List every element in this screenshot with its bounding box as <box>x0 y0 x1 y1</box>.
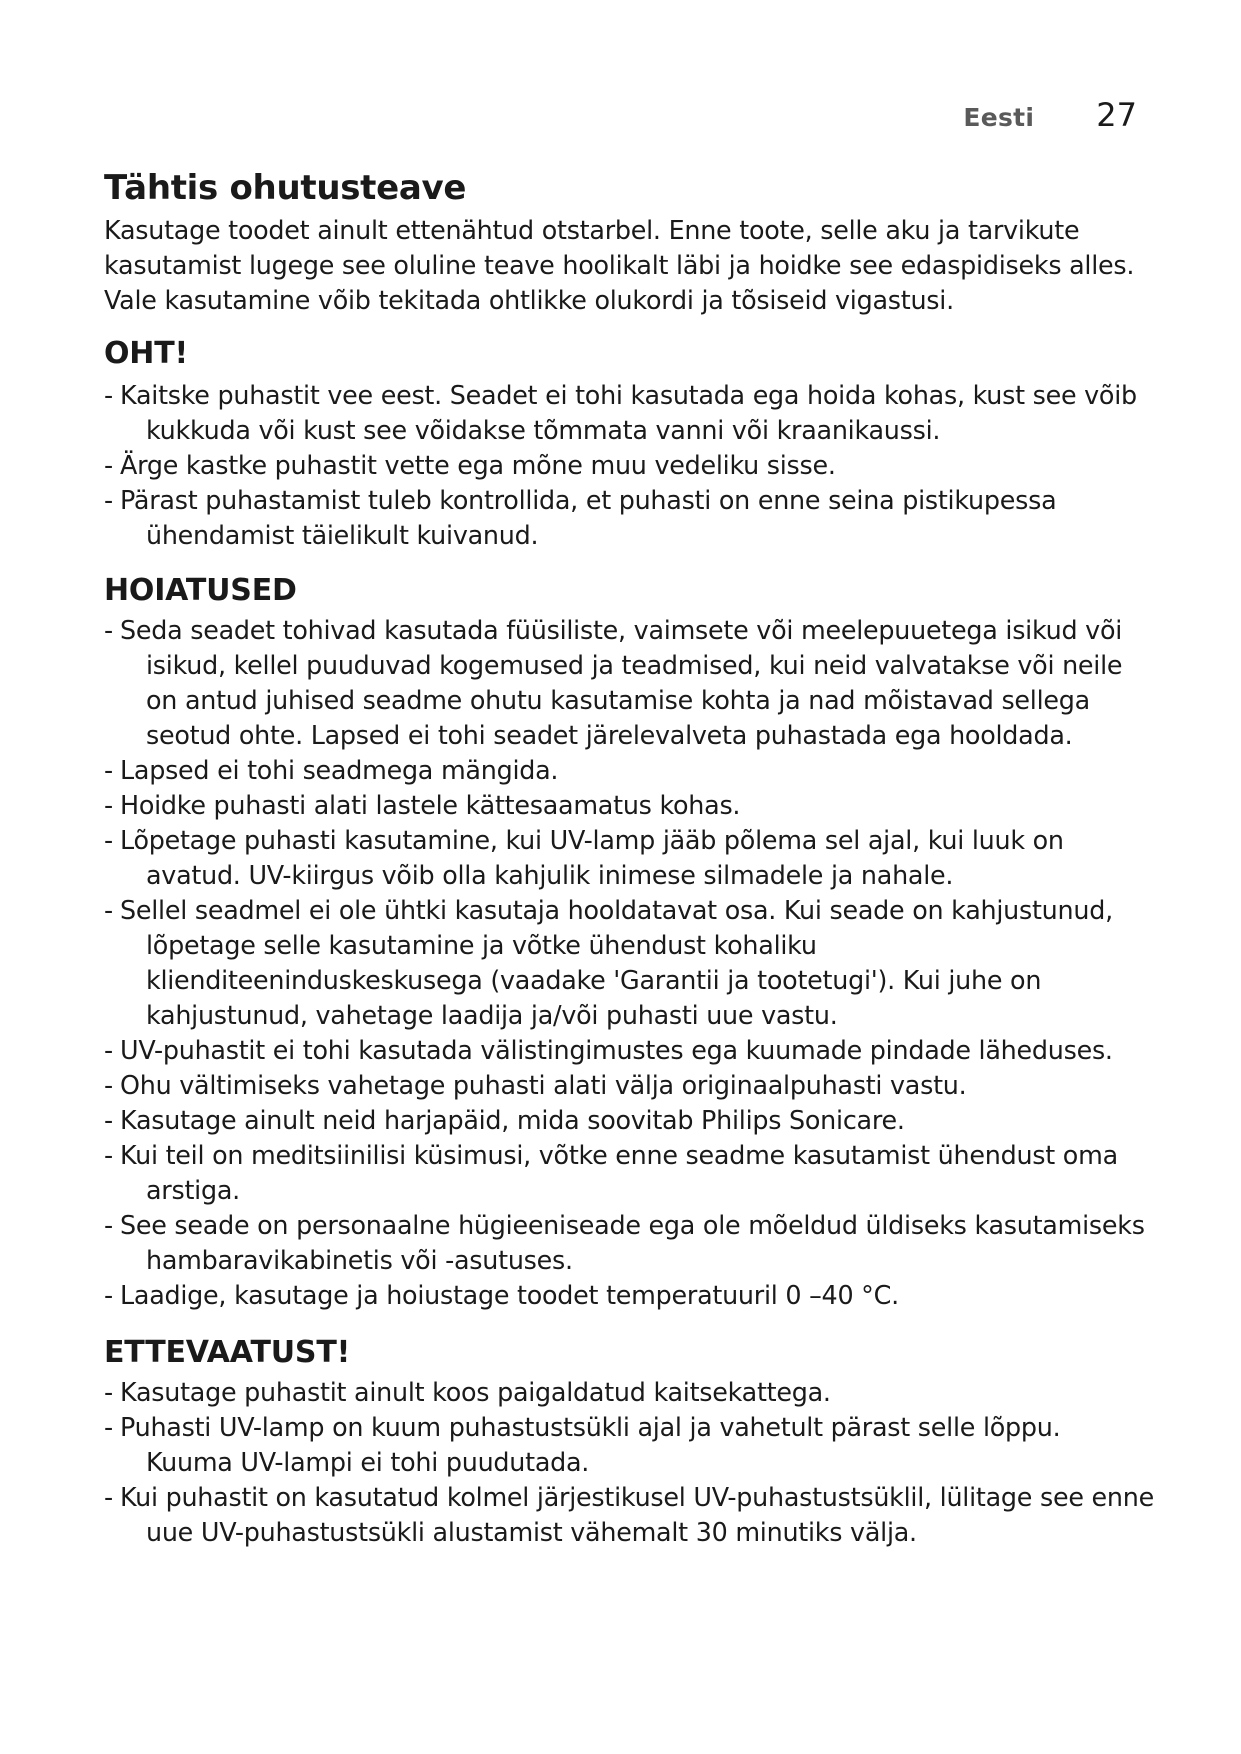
bullet-dash: - <box>104 1140 113 1170</box>
list-item-text: Kasutage puhastit ainult koos paigaldatud kaitsekattega. <box>120 1377 831 1407</box>
bullet-dash: - <box>104 450 113 480</box>
bullet-dash: - <box>104 485 113 515</box>
list-item <box>104 1480 1154 1550</box>
list-item-text: Ohu vältimiseks vahetage puhasti alati välja originaalpuhasti vastu. <box>120 1070 967 1100</box>
list-item-text: Laadige, kasutage ja hoiustage toodet temperatuuril 0 –40 °C. <box>120 1280 899 1310</box>
list-item <box>104 893 1154 1033</box>
list-item <box>104 448 1154 483</box>
bullet-dash: - <box>104 1105 113 1135</box>
section-heading-danger: OHT! <box>104 336 188 371</box>
list-item-text: Kui puhastit on kasutatud kolmel järjestikusel UV-puhastustsüklil, lülitage see enne uue UV-puhastustsükli alustamist vähemalt 30 minutiks välja. <box>120 1482 1154 1547</box>
list-item-text: Sellel seadmel ei ole ühtki kasutaja hooldatavat osa. Kui seade on kahjustunud, lõpetage selle kasutamine ja võtke ühendust kohaliku klienditeeninduskeskusega (vaadake 'Garantii ja tootetugi'). Kui juhe on kahjustunud, vahetage laadija ja/või puhasti uue vastu. <box>120 895 1113 1030</box>
danger-list <box>104 378 1154 553</box>
list-item-text: Kui teil on meditsiinilisi küsimusi, võtke enne seadme kasutamist ühendust oma arstiga. <box>120 1140 1118 1205</box>
caution-list <box>104 1375 1154 1550</box>
bullet-dash: - <box>104 615 113 645</box>
bullet-dash: - <box>104 1210 113 1240</box>
warnings-list <box>104 613 1154 1313</box>
bullet-dash: - <box>104 825 113 855</box>
list-item <box>104 1103 1154 1138</box>
bullet-dash: - <box>104 380 113 410</box>
list-item-text: Hoidke puhasti alati lastele kättesaamatus kohas. <box>120 790 741 820</box>
list-item <box>104 1208 1154 1278</box>
list-item-text: See seade on personaalne hügieeniseade ega ole mõeldud üldiseks kasutamiseks hambaravikabinetis või -asutuses. <box>120 1210 1145 1275</box>
list-item <box>104 753 1154 788</box>
list-item <box>104 1410 1154 1480</box>
list-item <box>104 613 1154 753</box>
list-item <box>104 788 1154 823</box>
document-body <box>104 166 1154 1550</box>
bullet-dash: - <box>104 1482 113 1512</box>
list-item <box>104 1068 1154 1103</box>
page-header <box>963 96 1137 134</box>
bullet-dash: - <box>104 1280 113 1310</box>
section-heading-caution: ETTEVAATUST! <box>104 1335 351 1370</box>
list-item <box>104 378 1154 448</box>
page-title: Tähtis ohutusteave <box>104 168 467 208</box>
list-item-text: Lõpetage puhasti kasutamine, kui UV-lamp jääb põlema sel ajal, kui luuk on avatud. UV-kiirgus võib olla kahjulik inimese silmadele ja nahale. <box>120 825 1064 890</box>
bullet-dash: - <box>104 755 113 785</box>
list-item-text: Ärge kastke puhastit vette ega mõne muu vedeliku sisse. <box>120 450 836 480</box>
bullet-dash: - <box>104 1035 113 1065</box>
list-item-text: Kaitske puhastit vee eest. Seadet ei tohi kasutada ega hoida kohas, kust see võib kukkuda või kust see võidakse tõmmata vanni või kraanikaussi. <box>120 380 1137 445</box>
intro-paragraph: Kasutage toodet ainult ettenähtud otstarbel. Enne toote, selle aku ja tarvikute kasutamist lugege see oluline teave hoolikalt läbi ja hoidke see edaspidiseks alles. Vale kasutamine võib tekitada ohtlikke olukordi ja tõsiseid vigastusi. <box>104 215 1135 315</box>
page-number: 27 <box>1096 96 1137 134</box>
section-heading-warnings: HOIATUSED <box>104 573 297 608</box>
list-item <box>104 483 1154 553</box>
bullet-dash: - <box>104 895 113 925</box>
bullet-dash: - <box>104 790 113 820</box>
list-item <box>104 1138 1154 1208</box>
list-item <box>104 823 1154 893</box>
list-item-text: Seda seadet tohivad kasutada füüsiliste, vaimsete või meelepuuetega isikud või isikud, kellel puuduvad kogemused ja teadmised, kui neid valvatakse või neile on antud juhised seadme ohutu kasutamise kohta ja nad mõistavad sellega seotud ohte. Lapsed ei tohi seadet järelevalveta puhastada ega hooldada. <box>120 615 1123 750</box>
bullet-dash: - <box>104 1412 113 1442</box>
list-item <box>104 1375 1154 1410</box>
language-label: Eesti <box>963 103 1035 132</box>
list-item-text: Lapsed ei tohi seadmega mängida. <box>120 755 559 785</box>
list-item-text: UV-puhastit ei tohi kasutada välistingimustes ega kuumade pindade läheduses. <box>120 1035 1113 1065</box>
list-item <box>104 1278 1154 1313</box>
list-item-text: Puhasti UV-lamp on kuum puhastustsükli ajal ja vahetult pärast selle lõppu. Kuuma UV-lampi ei tohi puudutada. <box>120 1412 1061 1477</box>
list-item-text: Kasutage ainult neid harjapäid, mida soovitab Philips Sonicare. <box>120 1105 905 1135</box>
list-item-text: Pärast puhastamist tuleb kontrollida, et puhasti on enne seina pistikupessa ühendamist täielikult kuivanud. <box>120 485 1057 550</box>
bullet-dash: - <box>104 1070 113 1100</box>
list-item <box>104 1033 1154 1068</box>
bullet-dash: - <box>104 1377 113 1407</box>
